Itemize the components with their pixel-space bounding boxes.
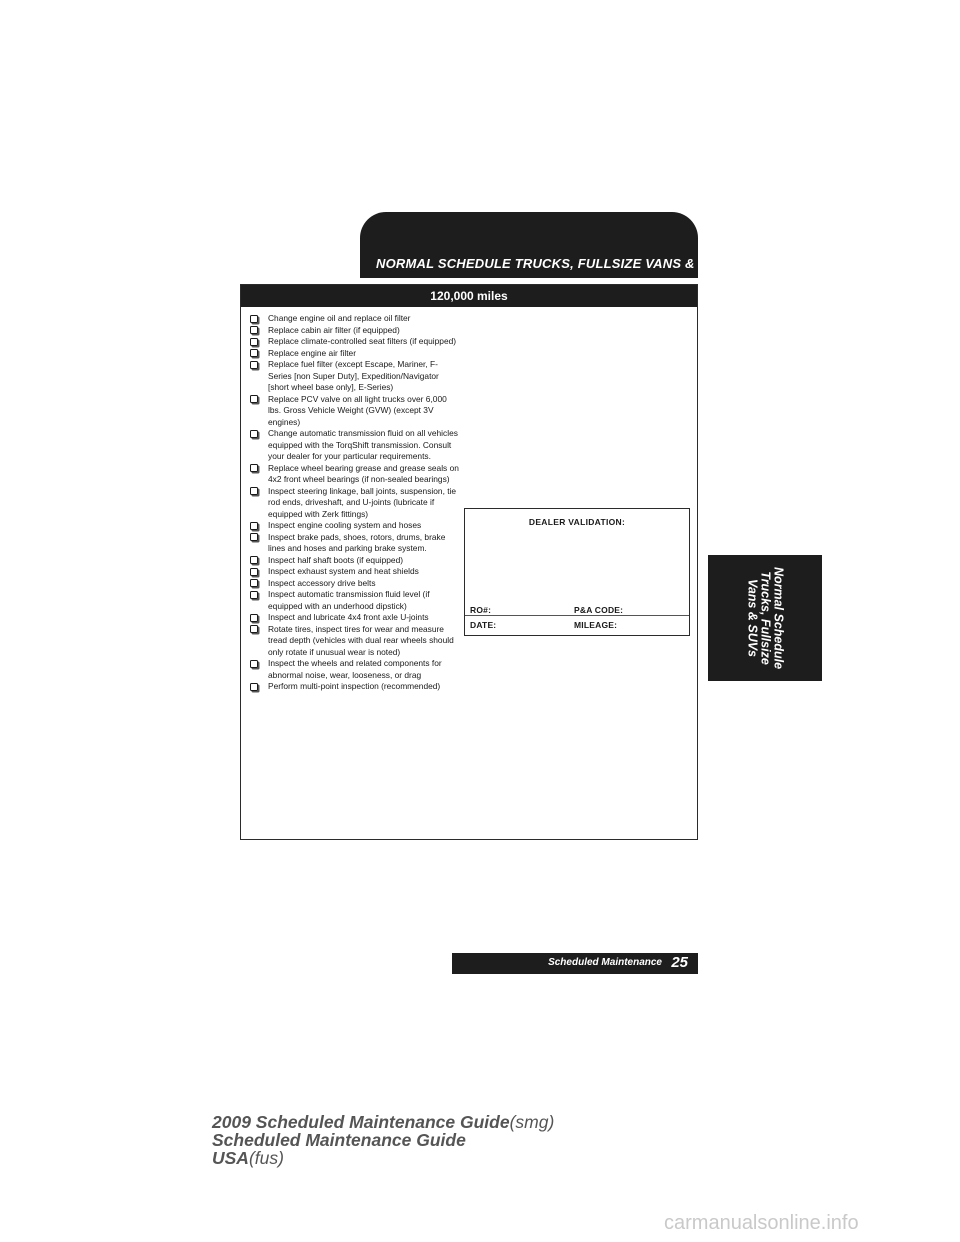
list-item [250, 612, 460, 624]
checkbox-icon[interactable] [250, 591, 258, 599]
checkbox-icon[interactable] [250, 361, 258, 369]
side-tab-line: Vans & SUVs [745, 578, 760, 658]
list-item [250, 589, 460, 612]
section-heading: 120,000 miles [241, 285, 697, 307]
list-item [250, 463, 460, 486]
side-tab-line: Trucks, Fullsize [758, 571, 773, 665]
side-tab-label [746, 567, 785, 669]
list-item [250, 325, 460, 337]
list-item [250, 624, 460, 659]
checkbox-icon[interactable] [250, 315, 258, 323]
checkbox-icon[interactable] [250, 683, 258, 691]
checkbox-icon[interactable] [250, 395, 258, 403]
checkbox-icon[interactable] [250, 487, 258, 495]
pa-code-field[interactable]: P&A CODE: [574, 605, 624, 615]
list-item [250, 359, 460, 394]
guide-subtitle: Scheduled Maintenance Guide [212, 1130, 466, 1150]
checkbox-icon[interactable] [250, 338, 258, 346]
checkbox-icon[interactable] [250, 464, 258, 472]
checkbox-icon[interactable] [250, 522, 258, 530]
task-label: Perform multi-point inspection (recommended) [268, 681, 441, 691]
task-label: Inspect steering linkage, ball joints, suspension, tie rod ends, driveshaft, and U-joints (lubricate if equipped with Zerk fittings) [268, 485, 457, 519]
guide-id-text [212, 1113, 554, 1167]
task-label: Inspect accessory drive belts [268, 577, 376, 588]
checkbox-icon[interactable] [250, 568, 258, 576]
task-label: Replace PCV valve on all light trucks over 6,000 lbs. Gross Vehicle Weight (GVW) (except 3V engines) [268, 393, 447, 427]
checkbox-icon[interactable] [250, 556, 258, 564]
list-item [250, 658, 460, 681]
task-label: Replace climate-controlled seat filters (if equipped) [268, 336, 457, 346]
guide-code: (smg) [509, 1112, 555, 1132]
checkbox-icon[interactable] [250, 614, 258, 622]
task-label: Rotate tires, inspect tires for wear and measure tread depth (vehicles with dual rear wheels should only rotate if unusual wear is noted) [268, 623, 454, 657]
checkbox-icon[interactable] [250, 430, 258, 438]
guide-market: USA [212, 1148, 249, 1168]
page-number: 25 [671, 954, 688, 971]
header-tab [360, 212, 735, 278]
task-label: Inspect automatic transmission fluid level (if equipped with an underhood dipstick) [268, 589, 430, 611]
list-item [250, 578, 460, 590]
ro-number-field[interactable]: RO#: [470, 605, 492, 615]
task-label: Replace wheel bearing grease and grease seals on 4x2 front wheel bearings (if non-sealed bearings) [268, 462, 459, 484]
list-item [250, 532, 460, 555]
list-item [250, 555, 460, 567]
checkbox-icon[interactable] [250, 533, 258, 541]
list-item [250, 394, 460, 429]
footer-bar [452, 953, 698, 974]
checkbox-icon[interactable] [250, 349, 258, 357]
mileage-field[interactable]: MILEAGE: [574, 620, 618, 630]
task-label: Replace fuel filter (except Escape, Mariner, F-Series [non Super Duty], Expedition/Navigator [short wheel base only], E-Series) [268, 359, 439, 392]
section-side-tab [708, 555, 822, 681]
checkbox-icon[interactable] [250, 625, 258, 633]
guide-title: 2009 Scheduled Maintenance Guide [212, 1112, 510, 1132]
list-item [250, 566, 460, 578]
list-item [250, 520, 460, 532]
validation-title: DEALER VALIDATION: [528, 517, 626, 527]
task-label: Inspect and lubricate 4x4 front axle U-joints [268, 612, 429, 622]
list-item [250, 336, 460, 348]
task-label: Replace cabin air filter (if equipped) [268, 324, 400, 335]
task-label: Change automatic transmission fluid on all vehicles equipped with the TorqShift transmission. Consult your dealer for your particular requirements. [268, 428, 458, 461]
guide-market-code: (fus) [248, 1148, 284, 1168]
task-label: Inspect engine cooling system and hoses [268, 520, 422, 530]
task-list [250, 313, 460, 693]
list-item [250, 681, 460, 693]
task-label: Inspect half shaft boots (if equipped) [268, 554, 404, 565]
page-title: NORMAL SCHEDULE TRUCKS, FULLSIZE VANS & SUVS [376, 256, 735, 271]
date-field[interactable]: DATE: [470, 620, 497, 630]
checkbox-icon[interactable] [250, 660, 258, 668]
list-item [250, 486, 460, 521]
task-label: Inspect brake pads, shoes, rotors, drums, brake lines and hoses and parking brake system. [268, 531, 446, 553]
task-label: Inspect exhaust system and heat shields [268, 566, 419, 576]
dealer-validation-box [464, 508, 690, 636]
task-label: Change engine oil and replace oil filter [268, 313, 411, 323]
list-item [250, 348, 460, 360]
list-item [250, 428, 460, 463]
list-item [250, 313, 460, 325]
divider [465, 615, 689, 616]
task-label: Inspect the wheels and related components for abnormal noise, wear, looseness, or drag [268, 658, 442, 680]
checkbox-icon[interactable] [250, 326, 258, 334]
footer-label: Scheduled Maintenance [548, 957, 662, 968]
watermark: carmanualsonline.info [664, 1212, 859, 1234]
task-label: Replace engine air filter [268, 347, 356, 358]
side-tab-line: Normal Schedule [771, 566, 786, 670]
checkbox-icon[interactable] [250, 579, 258, 587]
